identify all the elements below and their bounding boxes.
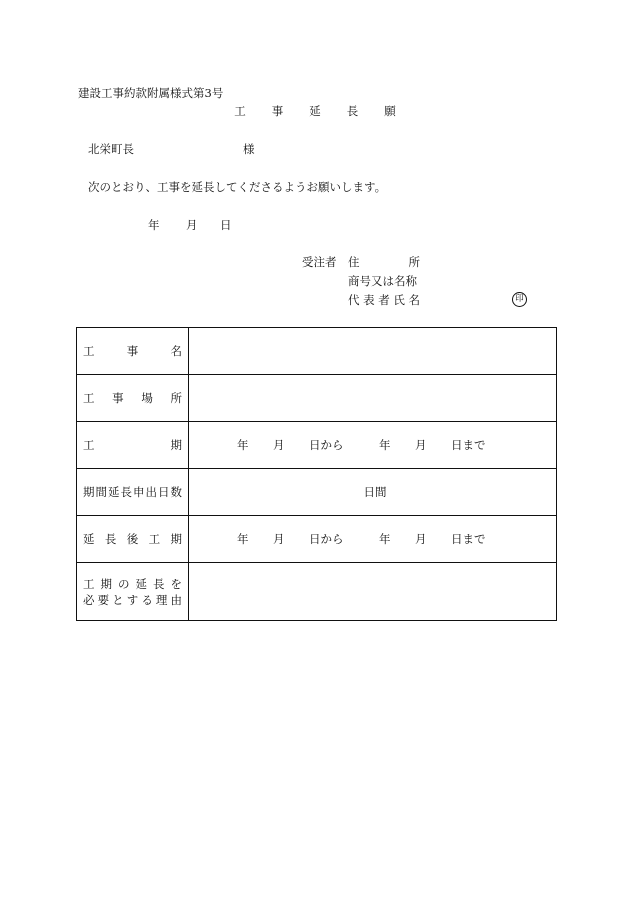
label-char: 長 — [153, 576, 165, 591]
table-row — [77, 375, 557, 422]
label-char: 延 — [83, 532, 95, 546]
label-char: 延 — [108, 485, 120, 499]
period-month: 月 — [273, 438, 285, 452]
label-char: 申 — [133, 485, 145, 499]
form-id: 建設工事約款附属様式第3号 — [78, 86, 224, 100]
field-work-name[interactable] — [189, 328, 557, 375]
label-char: 所 — [170, 391, 182, 405]
label-char: 工 — [148, 532, 161, 546]
date-line — [148, 218, 232, 232]
rep-char: 氏 — [393, 293, 405, 307]
period-month: 月 — [273, 532, 285, 546]
addressee-name: 北栄町長 — [88, 142, 134, 156]
field-extension-days[interactable] — [189, 469, 557, 516]
title-char: 工 — [234, 104, 246, 118]
period-year: 年 — [237, 532, 249, 546]
rep-char: 表 — [363, 293, 375, 307]
title-char: 願 — [384, 104, 396, 118]
label-char: と — [112, 592, 124, 607]
period-month: 月 — [415, 438, 427, 452]
label-char: 事 — [126, 344, 139, 358]
label-extended-period — [77, 516, 189, 563]
period-year: 年 — [379, 438, 391, 452]
period-from: 日から — [309, 438, 344, 452]
label-char: 工 — [83, 344, 95, 358]
period-year: 年 — [379, 532, 391, 546]
seal-mark: 印 — [512, 292, 527, 307]
label-char: 工 — [83, 438, 95, 452]
address-label — [348, 255, 420, 269]
date-day: 日 — [220, 218, 232, 232]
label-char: 間 — [95, 485, 107, 499]
period-year: 年 — [237, 438, 249, 452]
extension-table — [76, 327, 557, 621]
table-row — [77, 516, 557, 563]
period-from: 日から — [309, 532, 344, 546]
rep-char: 代 — [348, 293, 360, 307]
rep-char: 名 — [408, 293, 420, 307]
field-work-site[interactable] — [189, 375, 557, 422]
title-char: 長 — [346, 104, 359, 118]
label-char: 事 — [112, 391, 124, 405]
date-month: 月 — [186, 218, 198, 232]
rep-char: 者 — [378, 293, 390, 307]
field-extended-period[interactable] — [189, 516, 557, 563]
label-char: 後 — [126, 532, 139, 546]
label-char: 要 — [97, 592, 110, 607]
label-char: 期 — [83, 485, 95, 499]
company-label: 商号又は名称 — [348, 274, 417, 288]
field-work-period[interactable] — [189, 422, 557, 469]
representative-label — [348, 293, 420, 307]
period-month: 月 — [415, 532, 427, 546]
label-char: の — [118, 576, 130, 591]
label-char: 延 — [135, 576, 147, 591]
addressee-honorific: 様 — [243, 142, 255, 156]
date-year: 年 — [148, 218, 160, 232]
field-extension-reason[interactable] — [189, 563, 557, 621]
table-row — [77, 422, 557, 469]
label-char: 数 — [170, 485, 182, 499]
label-char: 日 — [158, 485, 170, 499]
table-row — [77, 469, 557, 516]
label-char: す — [126, 592, 139, 607]
label-char: 必 — [83, 592, 95, 607]
label-extension-days — [77, 469, 189, 516]
table-row — [77, 328, 557, 375]
label-work-period — [77, 422, 189, 469]
title-char: 事 — [271, 104, 284, 118]
label-char: 期 — [170, 438, 182, 452]
label-char: 名 — [170, 344, 182, 358]
title-char: 延 — [309, 104, 321, 118]
label-char: 工 — [83, 391, 95, 405]
label-char: 長 — [104, 532, 117, 546]
table-row — [77, 563, 557, 621]
label-char: 期 — [170, 532, 182, 546]
label-char: 長 — [120, 485, 132, 499]
label-char: 場 — [141, 391, 153, 405]
request-text: 次のとおり、工事を延長してくださるようお願いします。 — [88, 180, 387, 194]
label-char: る — [141, 592, 153, 607]
label-char: 出 — [145, 485, 157, 499]
contractor-label: 受注者 — [302, 255, 337, 269]
label-char: 理 — [155, 592, 168, 607]
form-title — [0, 104, 630, 118]
label-char: 由 — [170, 592, 182, 607]
label-char: 期 — [100, 576, 112, 591]
label-char: を — [170, 576, 182, 591]
address-label-char: 住 — [348, 255, 360, 269]
period-to: 日まで — [451, 438, 486, 452]
address-label-char: 所 — [408, 255, 420, 269]
period-to: 日まで — [451, 532, 486, 546]
days-unit: 日間 — [363, 485, 387, 499]
label-char: 工 — [83, 576, 95, 591]
label-work-name — [77, 328, 189, 375]
label-extension-reason — [77, 563, 189, 621]
label-work-site — [77, 375, 189, 422]
